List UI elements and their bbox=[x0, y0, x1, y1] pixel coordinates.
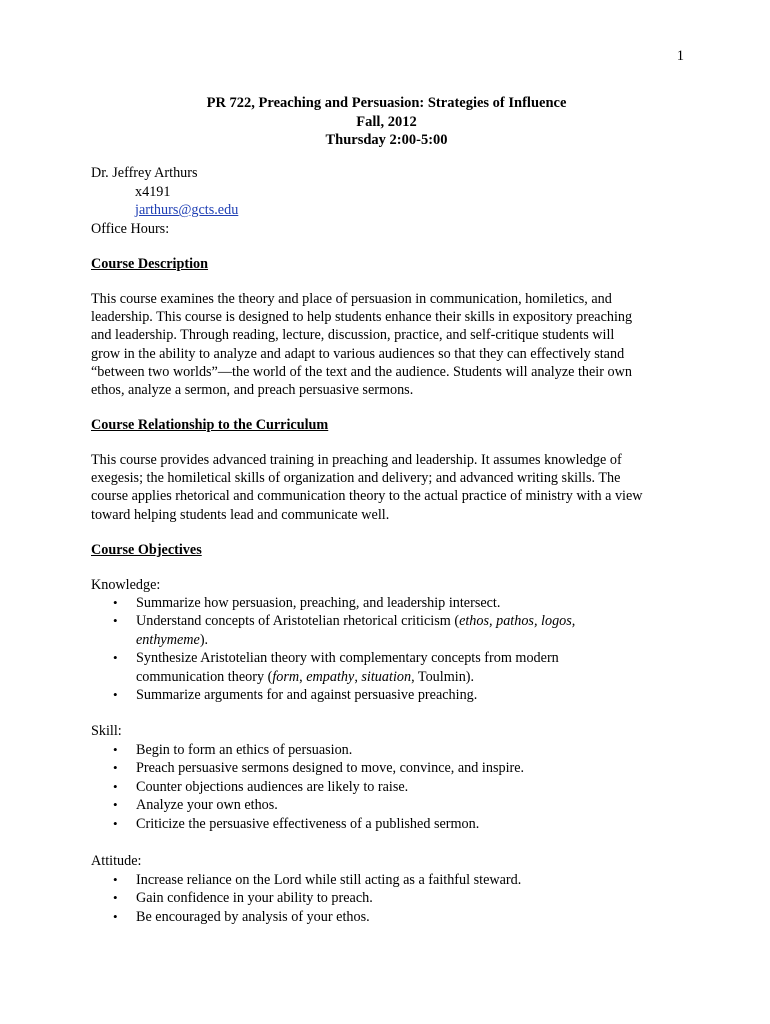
bullet-icon: • bbox=[113, 797, 118, 813]
course-description-heading: Course Description bbox=[91, 256, 209, 272]
list-item bbox=[91, 741, 524, 759]
bullet-icon: • bbox=[113, 650, 118, 666]
bullet-icon: • bbox=[113, 908, 118, 924]
paragraph-line: toward helping students lead and communicate well. bbox=[91, 506, 390, 523]
list-item bbox=[91, 649, 575, 686]
instructor-name: Dr. Jeffrey Arthurs bbox=[91, 165, 198, 181]
list-item bbox=[91, 796, 524, 814]
list-item bbox=[91, 871, 521, 889]
instructor-email-link[interactable]: jarthurs@gcts.edu bbox=[135, 202, 239, 218]
bullet-icon: • bbox=[113, 778, 118, 794]
list-item bbox=[91, 815, 524, 833]
knowledge-label: Knowledge: bbox=[91, 577, 161, 593]
curriculum-heading: Course Relationship to the Curriculum bbox=[91, 417, 329, 433]
curriculum-paragraph bbox=[91, 451, 687, 524]
bullet-icon: • bbox=[113, 687, 118, 703]
course-title: PR 722, Preaching and Persuasion: Strategies of Influence bbox=[206, 95, 567, 111]
list-item-italic-text: form bbox=[272, 668, 300, 685]
list-item-italic-text: enthymeme bbox=[136, 631, 200, 648]
paragraph-line: and leadership. Through reading, lecture, discussion, practice, and self-critique students will bbox=[91, 327, 615, 344]
knowledge-list bbox=[91, 594, 575, 704]
bullet-icon: • bbox=[113, 742, 118, 757]
course-description-paragraph bbox=[91, 290, 687, 399]
list-item bbox=[91, 612, 575, 649]
list-item-text: Analyze your own ethos. bbox=[136, 797, 278, 814]
bullet-icon: • bbox=[113, 872, 118, 887]
skill-label: Skill: bbox=[91, 723, 122, 739]
list-item-text: ). bbox=[199, 631, 209, 648]
list-item-text: Summarize how persuasion, preaching, and leadership intersect. bbox=[136, 595, 501, 611]
course-term: Fall, 2012 bbox=[356, 113, 417, 130]
list-item-text: Synthesize Aristotelian theory with complementary concepts from modern bbox=[136, 650, 559, 667]
list-item bbox=[91, 778, 524, 796]
attitude-list bbox=[91, 871, 521, 926]
list-item-italic-text: ethos, pathos, logos, bbox=[459, 613, 576, 630]
skill-list bbox=[91, 741, 524, 833]
paragraph-line: grow in the ability to analyze and adapt to various audiences so that they can effectively stand bbox=[91, 345, 625, 362]
list-item bbox=[91, 594, 575, 612]
paragraph-line: exegesis; the homiletical skills of organization and delivery; and advanced writing skills. The bbox=[91, 470, 621, 487]
instructor-extension: x4191 bbox=[135, 183, 171, 200]
list-item bbox=[91, 759, 524, 777]
office-hours-label: Office Hours: bbox=[91, 220, 170, 237]
paragraph-line: “between two worlds”—the world of the text and the audience. Students will analyze their own bbox=[91, 363, 632, 380]
list-item-text: Summarize arguments for and against persuasive preaching. bbox=[136, 687, 478, 704]
list-item-text: Counter objections audiences are likely to raise. bbox=[136, 778, 409, 795]
paragraph-line: ethos, analyze a sermon, and preach persuasive sermons. bbox=[91, 382, 414, 399]
list-item bbox=[91, 686, 575, 704]
paragraph-line: This course provides advanced training in preaching and leadership. It assumes knowledge of bbox=[91, 452, 622, 468]
list-item-italic-text: situation bbox=[361, 668, 412, 685]
list-item-text: Criticize the persuasive effectiveness of a published sermon. bbox=[136, 815, 480, 832]
list-item-text: Increase reliance on the Lord while still acting as a faithful steward. bbox=[136, 872, 522, 888]
list-item-text: , bbox=[299, 668, 307, 685]
course-schedule: Thursday 2:00-5:00 bbox=[325, 132, 448, 148]
instructor-email-row bbox=[91, 201, 238, 220]
list-item bbox=[91, 889, 521, 907]
list-item-text: Preach persuasive sermons designed to move, convince, and inspire. bbox=[136, 760, 525, 777]
attitude-label: Attitude: bbox=[91, 853, 142, 869]
list-item-text: , Toulmin). bbox=[411, 668, 475, 685]
bullet-icon: • bbox=[113, 595, 118, 610]
bullet-icon: • bbox=[113, 760, 118, 776]
list-item-text: Gain confidence in your ability to preach. bbox=[136, 890, 373, 907]
list-item-text: communication theory ( bbox=[136, 668, 273, 685]
objectives-heading: Course Objectives bbox=[91, 542, 202, 558]
list-item-text: Begin to form an ethics of persuasion. bbox=[136, 742, 353, 758]
page-number: 1 bbox=[676, 48, 684, 64]
bullet-icon: • bbox=[113, 815, 118, 831]
list-item-text: Be encouraged by analysis of your ethos. bbox=[136, 908, 370, 925]
list-item-italic-text: empathy bbox=[306, 668, 355, 685]
list-item-text: , bbox=[354, 668, 362, 685]
paragraph-line: This course examines the theory and place of persuasion in communication, homiletics, and bbox=[91, 291, 612, 307]
paragraph-line: leadership. This course is designed to help students enhance their skills in expository preaching bbox=[91, 309, 633, 326]
list-item-text: Understand concepts of Aristotelian rhetorical criticism ( bbox=[136, 613, 460, 630]
bullet-icon: • bbox=[113, 890, 118, 906]
paragraph-line: course applies rhetorical and communication theory to the actual practice of ministry with a view bbox=[91, 488, 643, 505]
list-item bbox=[91, 908, 521, 926]
instructor-contact bbox=[91, 164, 238, 238]
course-title-block bbox=[0, 94, 770, 150]
bullet-icon: • bbox=[113, 613, 118, 629]
